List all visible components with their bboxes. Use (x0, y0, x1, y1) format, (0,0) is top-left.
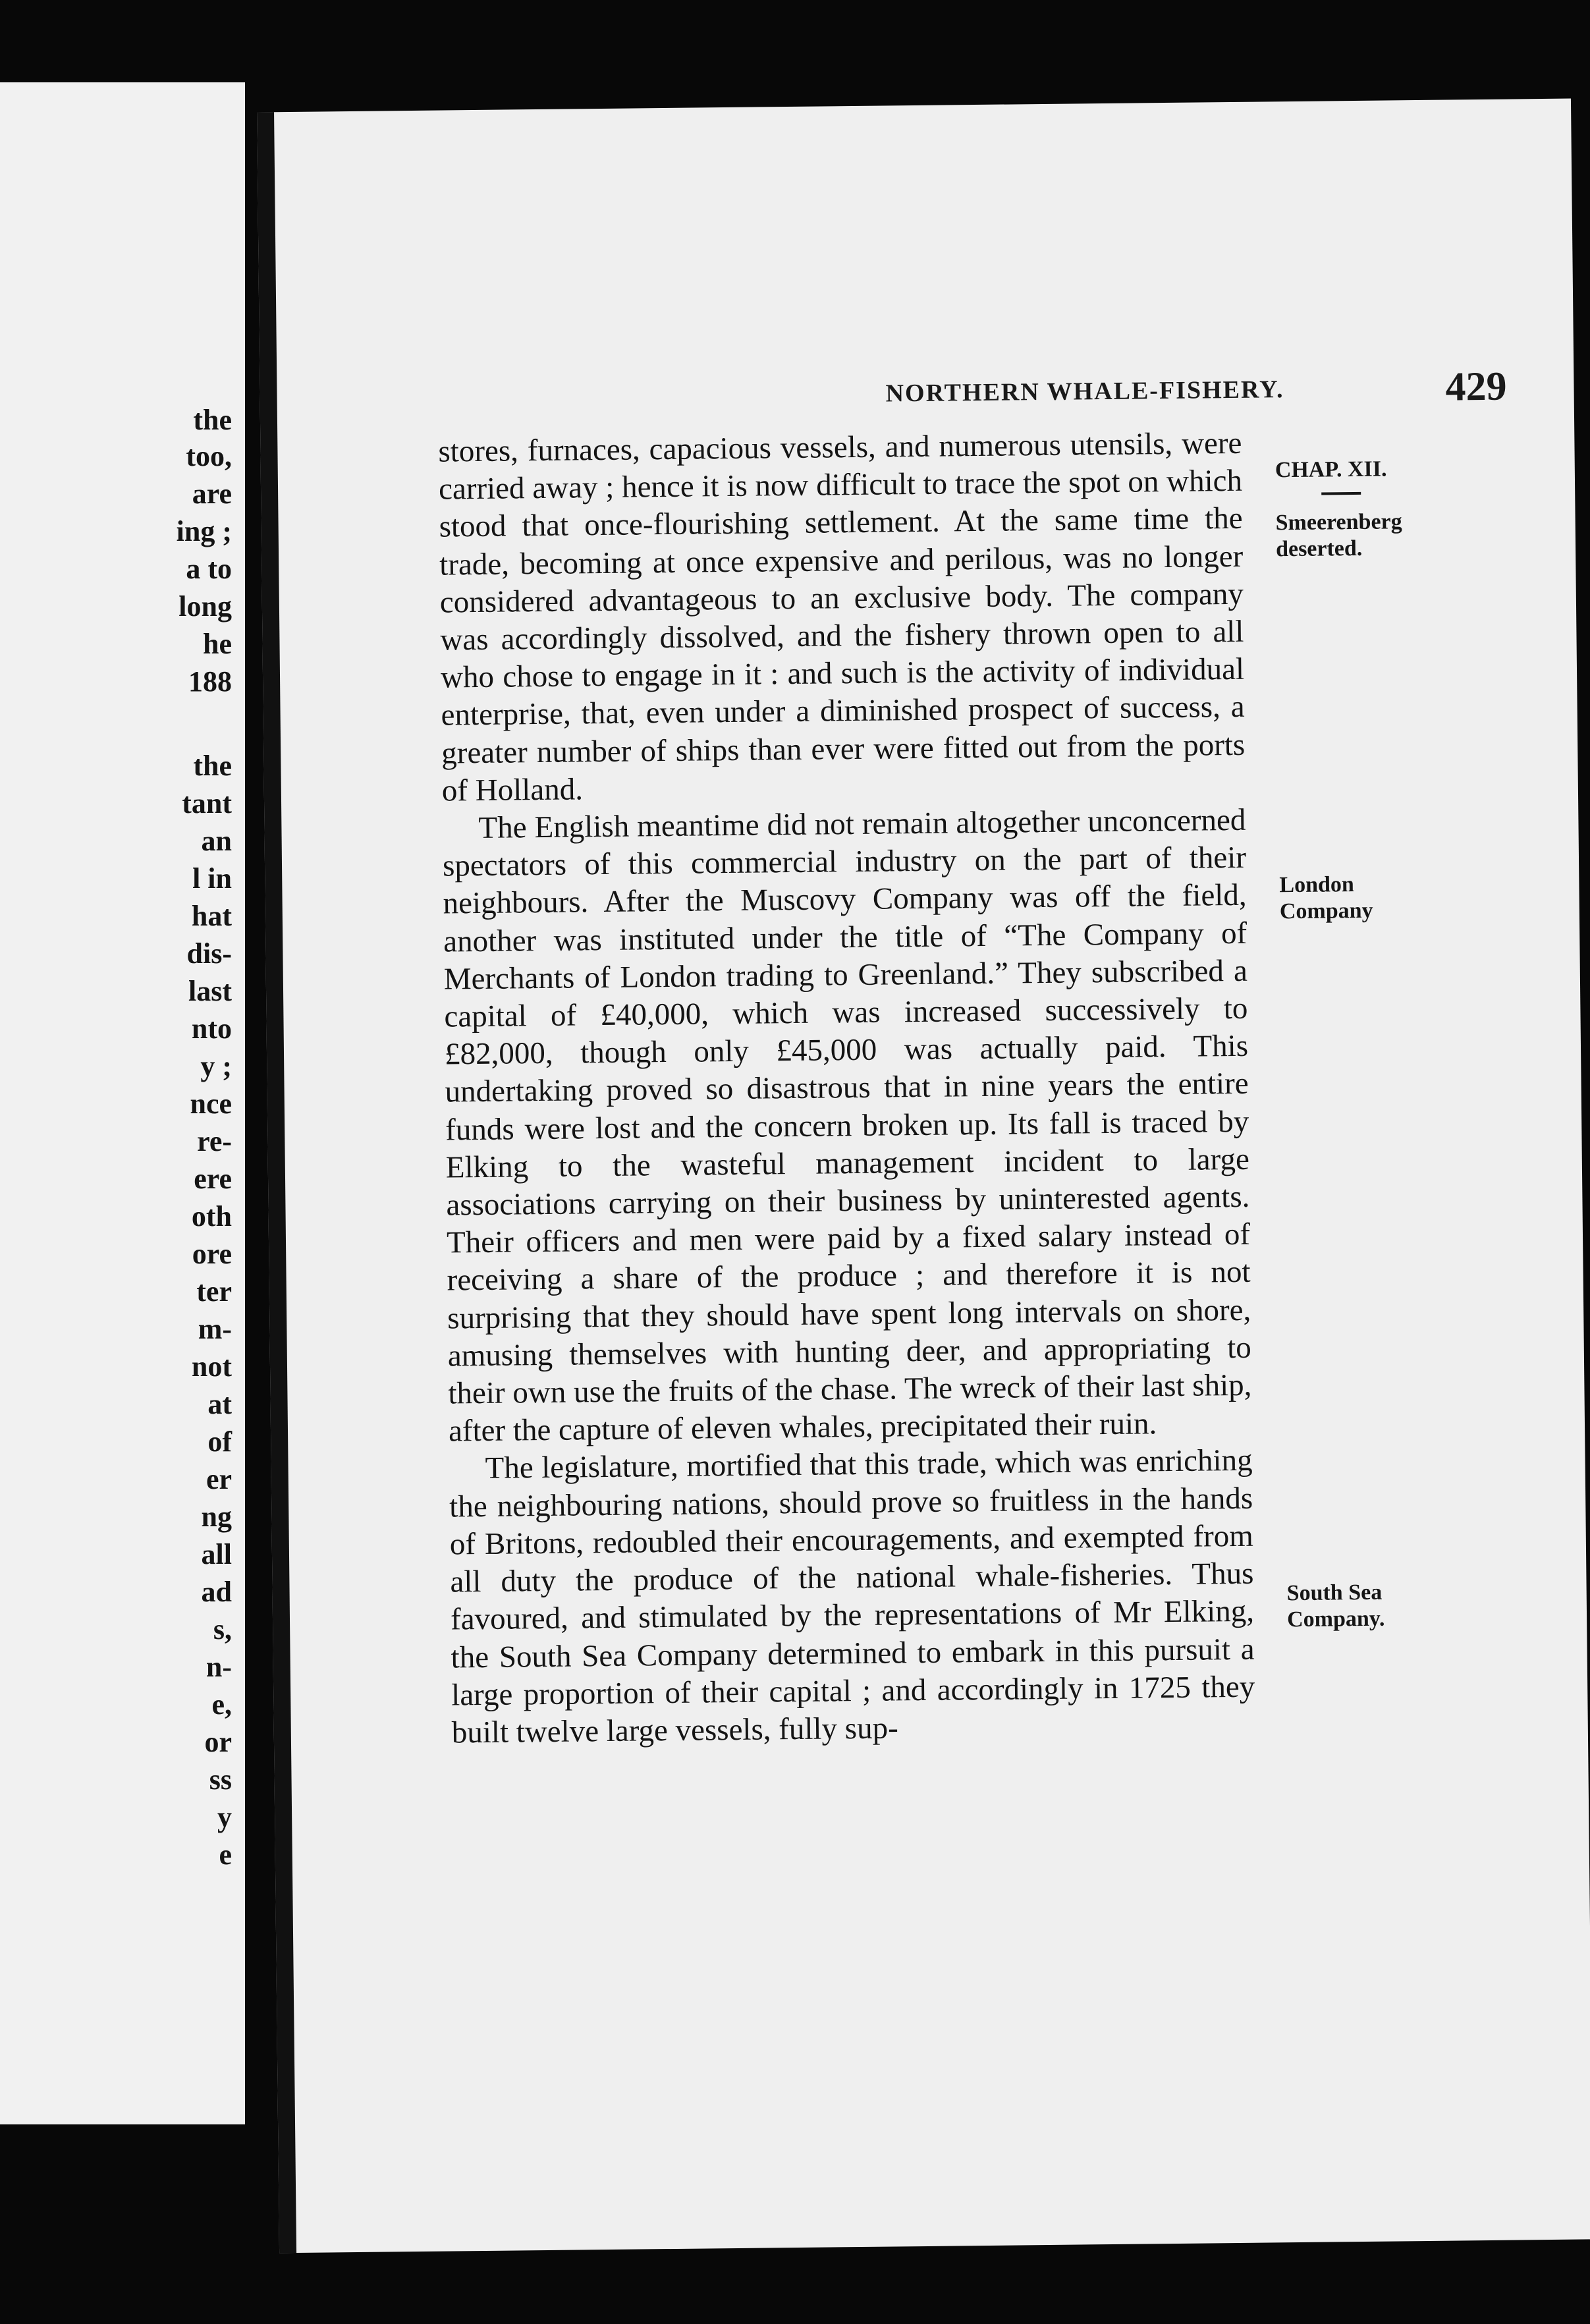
page-number: 429 (1445, 364, 1507, 410)
left-page-text: at (207, 1388, 232, 1420)
right-page (257, 99, 1590, 2254)
south-sea-side-note: South Sea Company. (1286, 1580, 1385, 1632)
left-page-text: oth (191, 1200, 232, 1232)
left-page-text: er (206, 1463, 232, 1495)
left-page-text: l in (192, 862, 232, 895)
left-page-text: a to (186, 553, 232, 585)
paragraph: stores, furnaces, capacious vessels, and numerous utensils, were carried away ; hence it is now difficult to trace the spot on which stood that once-flourishing settlement. At the same time the trade, becoming at once expensive and perilous, was no longer considered advantageous to an exclusive body. The company was accordingly dissolved, and the fishery thrown open to all who chose to engage in it : and such is the activity of individual enterprise, that, even under a diminished prospect of success, a greater number of ships than ever were fitted out from the ports of Holland. (438, 426, 1246, 808)
left-page-text: of (207, 1425, 232, 1458)
side-note-rule (1321, 492, 1361, 495)
paragraph: The English meantime did not remain altogether unconcerned spectators of this commercial industry on the part of their neighbours. After the Muscovy Company was off the field, another was instituted under the title of “The Company of Merchants of London trading to Greenland.” They subscribed a capital of £40,000, which was increased successively to £82,000, though only £45,000 was actually paid. This undertaking proved so disastrous that in nine years the entire funds were lost and the concern broken up. Its fall is traced by Elking to the wasteful management incident to large associations carrying on their business by uninterested agents. Their officers and men were paid by a fixed salary instead of receiving a share of the produce ; and therefore it is not surprising that they should have spent long intervals on shore, amusing themselves with hunting deer, and appropriating to their own use the fruits of the chase. The wreck of their last ship, after the capture of eleven whales, precipitated their ruin. (442, 802, 1252, 1449)
left-page-text: an (201, 825, 232, 857)
left-page-text: e, (211, 1688, 232, 1721)
left-page-text: all (201, 1538, 232, 1570)
left-page-text: ere (194, 1163, 232, 1195)
running-head-title: NORTHERN WHALE-FISHERY. (885, 375, 1284, 408)
left-page-text: or (204, 1726, 232, 1758)
left-page-text: long (178, 590, 232, 622)
left-page-text: dis- (186, 937, 232, 970)
smeerenberg-side-note: Smeerenberg deserted. (1275, 509, 1402, 562)
left-page-text: m- (198, 1313, 232, 1345)
left-page-text: too, (186, 440, 232, 472)
paragraph: The legislature, mortified that this trade, which was enriching the neighbouring nations, should prove so fruitless in the hands of Britons, redoubled their encouragements, and exempted from all duty the produce of the national whale-fisheries. Thus favoured, and stimulated by the representations of Mr Elking, the South Sea Company determined to embark in this pursuit a large proportion of their capital ; and accordingly in 1725 they built twelve large vessels, fully sup- (449, 1443, 1255, 1750)
left-page-text: y ; (200, 1050, 232, 1082)
left-page-text: s, (213, 1613, 232, 1646)
left-page-text: last (188, 975, 232, 1007)
page-gutter (257, 112, 296, 2253)
left-page-text: he (203, 628, 232, 660)
chapter-label: CHAP. XII. (1275, 456, 1387, 483)
left-page-text: ore (192, 1238, 232, 1270)
left-page-text: ss (209, 1763, 232, 1796)
left-page-text: 188 (188, 665, 232, 698)
left-page-text: tant (182, 787, 232, 819)
left-page-text: y (217, 1801, 232, 1833)
left-page-text: the (193, 750, 232, 782)
body-text (438, 425, 1255, 1752)
left-page-text: ng (201, 1501, 232, 1533)
left-page-text: re- (197, 1125, 232, 1157)
left-page-text: not (191, 1350, 232, 1383)
london-side-note: London Company (1279, 872, 1373, 924)
left-page-text: nto (191, 1012, 232, 1045)
left-page-text: the (193, 404, 232, 436)
left-page-text: nce (190, 1088, 232, 1120)
left-page-text: hat (191, 900, 232, 932)
left-page-text: n- (206, 1651, 232, 1683)
running-head (628, 364, 1524, 410)
left-page-text: e (219, 1839, 232, 1871)
left-page-text: ad (201, 1576, 232, 1608)
left-page-text: are (192, 478, 232, 510)
chapter-side-note (1275, 456, 1447, 505)
left-page-fragment (0, 82, 245, 2124)
left-page-text: ter (196, 1275, 232, 1308)
left-page-text: ing ; (176, 515, 232, 547)
